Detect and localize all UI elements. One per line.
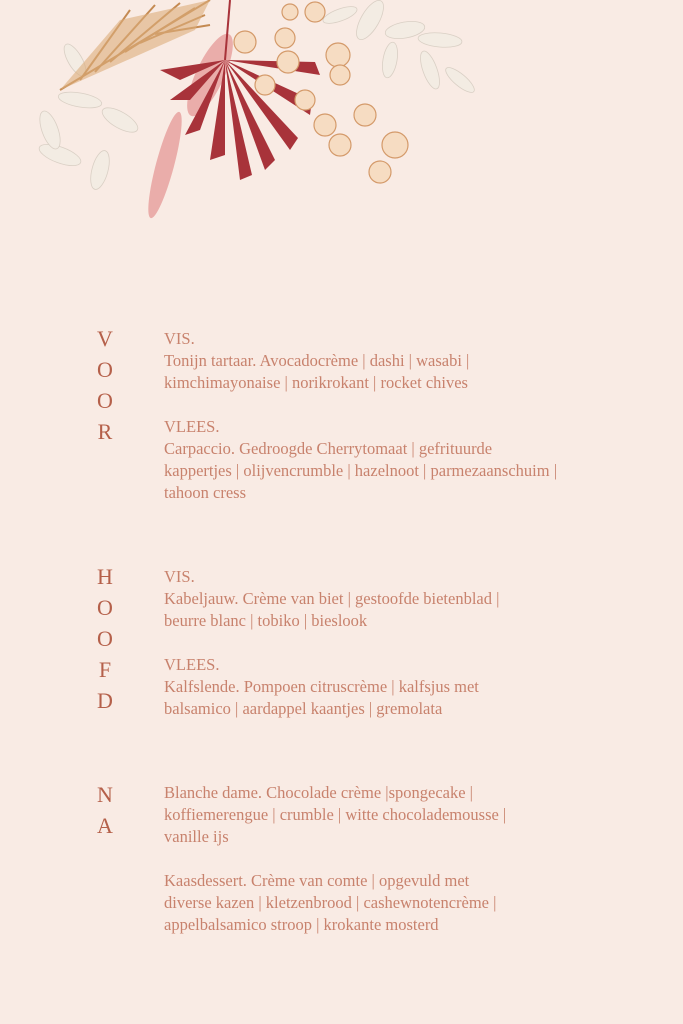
course-label-letter: O: [97, 595, 113, 620]
menu-item: [164, 654, 634, 720]
item-heading: VLEES.: [164, 655, 220, 674]
item-line: tahoon cress: [164, 483, 247, 502]
item-line: Kabeljauw. Crème van biet | gestoofde bietenblad |: [164, 589, 500, 608]
item-line: beurre blanc | tobiko | bieslook: [164, 611, 368, 630]
menu-items: [164, 566, 634, 742]
course-label-letter: O: [97, 357, 113, 382]
menu-item: [164, 782, 634, 848]
menu-item: [164, 566, 634, 632]
item-heading: VIS.: [164, 567, 195, 586]
course-label-letter: H: [97, 564, 113, 589]
item-line: Kaasdessert. Crème van comte | opgevuld met: [164, 871, 470, 890]
item-line: vanille ijs: [164, 827, 229, 846]
item-heading: VIS.: [164, 329, 195, 348]
course-label-letter: O: [97, 388, 113, 413]
item-line: Carpaccio. Gedroogde Cherrytomaat | gefrituurde: [164, 439, 493, 458]
menu-item: [164, 328, 634, 394]
item-line: koffiemerengue | crumble | witte chocolademousse |: [164, 805, 507, 824]
item-line: Kalfslende. Pompoen citruscrème | kalfsjus met: [164, 677, 479, 696]
menu-item: [164, 870, 634, 936]
course-label-letter: A: [97, 813, 113, 838]
floral-decoration: [20, 0, 490, 240]
item-line: kimchimayonaise | norikrokant | rocket chives: [164, 373, 468, 392]
course-label: [90, 566, 120, 721]
item-line: Tonijn tartaar. Avocadocrème | dashi | wasabi |: [164, 351, 470, 370]
course-label-letter: V: [97, 326, 113, 351]
item-heading: VLEES.: [164, 417, 220, 436]
course-label-letter: O: [97, 626, 113, 651]
course-label-letter: R: [97, 419, 113, 444]
course-label: [90, 784, 120, 846]
item-line: balsamico | aardappel kaantjes | gremolata: [164, 699, 443, 718]
item-line: appelbalsamico stroop | krokante mosterd: [164, 915, 439, 934]
menu-item: [164, 416, 634, 504]
course-label: [90, 328, 120, 452]
course-label-letter: F: [98, 657, 112, 682]
course-label-letter: N: [97, 782, 113, 807]
item-line: kappertjes | olijvencrumble | hazelnoot | parmezaanschuim |: [164, 461, 558, 480]
course-label-letter: D: [97, 688, 113, 713]
item-line: diverse kazen | kletzenbrood | cashewnotencrème |: [164, 893, 497, 912]
menu-items: [164, 328, 634, 526]
menu-items: [164, 782, 634, 958]
item-line: Blanche dame. Chocolade crème |spongecake |: [164, 783, 473, 802]
